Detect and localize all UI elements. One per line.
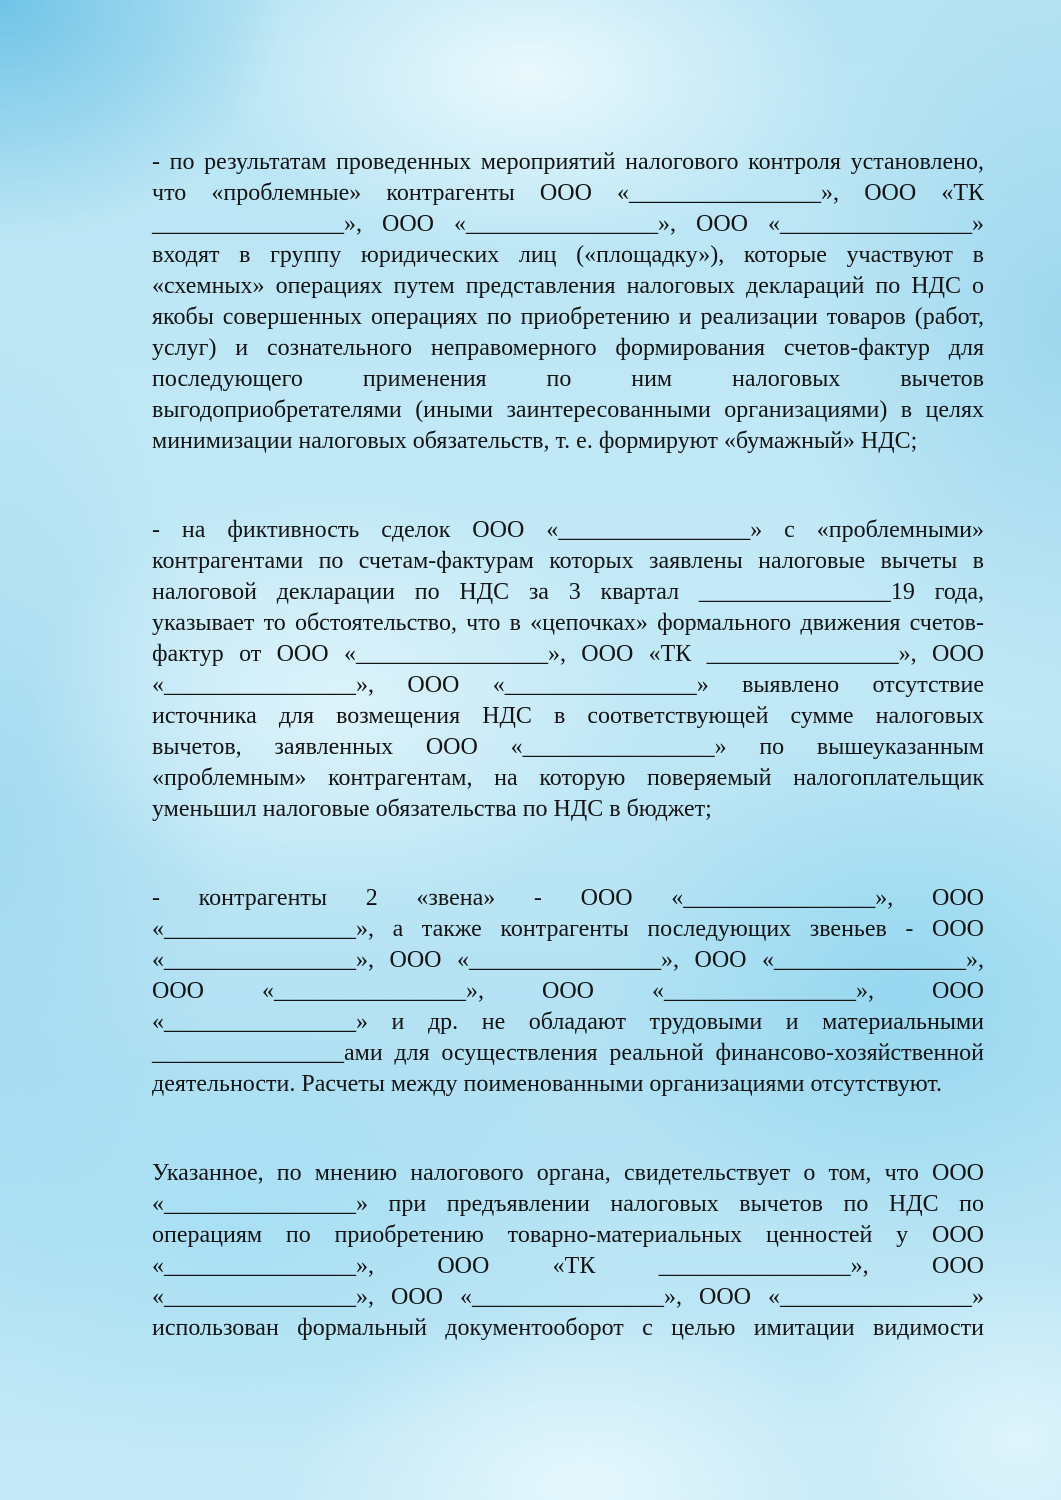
text-line: «________________», а также контрагенты последующих звеньев - ООО xyxy=(152,916,984,942)
text-line: «________________», ООО «________________», ООО «________________», xyxy=(152,947,984,973)
text-line: источника для возмещения НДС в соответствующей сумме налоговых xyxy=(152,703,984,729)
text-line: услуг) и сознательного неправомерного формирования счетов-фактур для xyxy=(152,335,984,361)
document-body xyxy=(152,147,984,1402)
text-line: последующего применения по ним налоговых вычетов xyxy=(152,366,984,392)
paragraph xyxy=(152,515,984,825)
text-line: входят в группу юридических лиц («площадку»), которые участвуют в xyxy=(152,242,984,268)
text-line: налоговой декларации по НДС за 3 квартал ________________19 года, xyxy=(152,579,984,605)
paragraph xyxy=(152,147,984,457)
text-line: - на фиктивность сделок ООО «________________» с «проблемными» xyxy=(152,517,984,543)
text-line: операциям по приобретению товарно-материальных ценностей у ООО xyxy=(152,1222,984,1248)
text-line: минимизации налоговых обязательств, т. е. формируют «бумажный» НДС; xyxy=(152,428,918,454)
text-line: «________________» при предъявлении налоговых вычетов по НДС по xyxy=(152,1191,984,1217)
text-line: ________________», ООО «________________», ООО «________________» xyxy=(152,211,984,237)
text-line: выгодоприобретателями (иными заинтересованными организациями) в целях xyxy=(152,397,984,423)
text-line: фактур от ООО «________________», ООО «ТК ________________», ООО xyxy=(152,641,984,667)
text-line: «________________», ООО «________________» выявлено отсутствие xyxy=(152,672,984,698)
text-line: «________________» и др. не обладают трудовыми и материальными xyxy=(152,1009,984,1035)
paragraph xyxy=(152,883,984,1100)
text-line: ________________ами для осуществления реальной финансово-хозяйственной xyxy=(152,1040,984,1066)
text-line: - контрагенты 2 «звена» - ООО «________________», ООО xyxy=(152,885,984,911)
text-line: уменьшил налоговые обязательства по НДС в бюджет; xyxy=(152,796,712,822)
text-line: якобы совершенных операциях по приобретению и реализации товаров (работ, xyxy=(152,304,984,330)
text-line: - по результатам проведенных мероприятий налогового контроля установлено, xyxy=(152,149,984,175)
text-line: указывает то обстоятельство, что в «цепочках» формального движения счетов- xyxy=(152,610,984,636)
text-line: контрагентами по счетам-фактурам которых заявлены налоговые вычеты в xyxy=(152,548,984,574)
text-line: «схемных» операциях путем представления налоговых деклараций по НДС о xyxy=(152,273,984,299)
text-line: что «проблемные» контрагенты ООО «________________», ООО «ТК xyxy=(152,180,984,206)
text-line: использован формальный документооборот с целью имитации видимости xyxy=(152,1315,984,1341)
text-line: Указанное, по мнению налогового органа, свидетельствует о том, что ООО xyxy=(152,1160,984,1186)
text-line: «проблемным» контрагентам, на которую поверяемый налогоплательщик xyxy=(152,765,984,791)
paragraph xyxy=(152,1158,984,1344)
text-line: вычетов, заявленных ООО «________________» по вышеуказанным xyxy=(152,734,984,760)
text-line: ООО «________________», ООО «________________», ООО xyxy=(152,978,984,1004)
text-line: деятельности. Расчеты между поименованными организациями отсутствуют. xyxy=(152,1071,943,1097)
text-line: «________________», ООО «________________», ООО «________________» xyxy=(152,1284,984,1310)
text-line: «________________», ООО «ТК ________________», ООО xyxy=(152,1253,984,1279)
